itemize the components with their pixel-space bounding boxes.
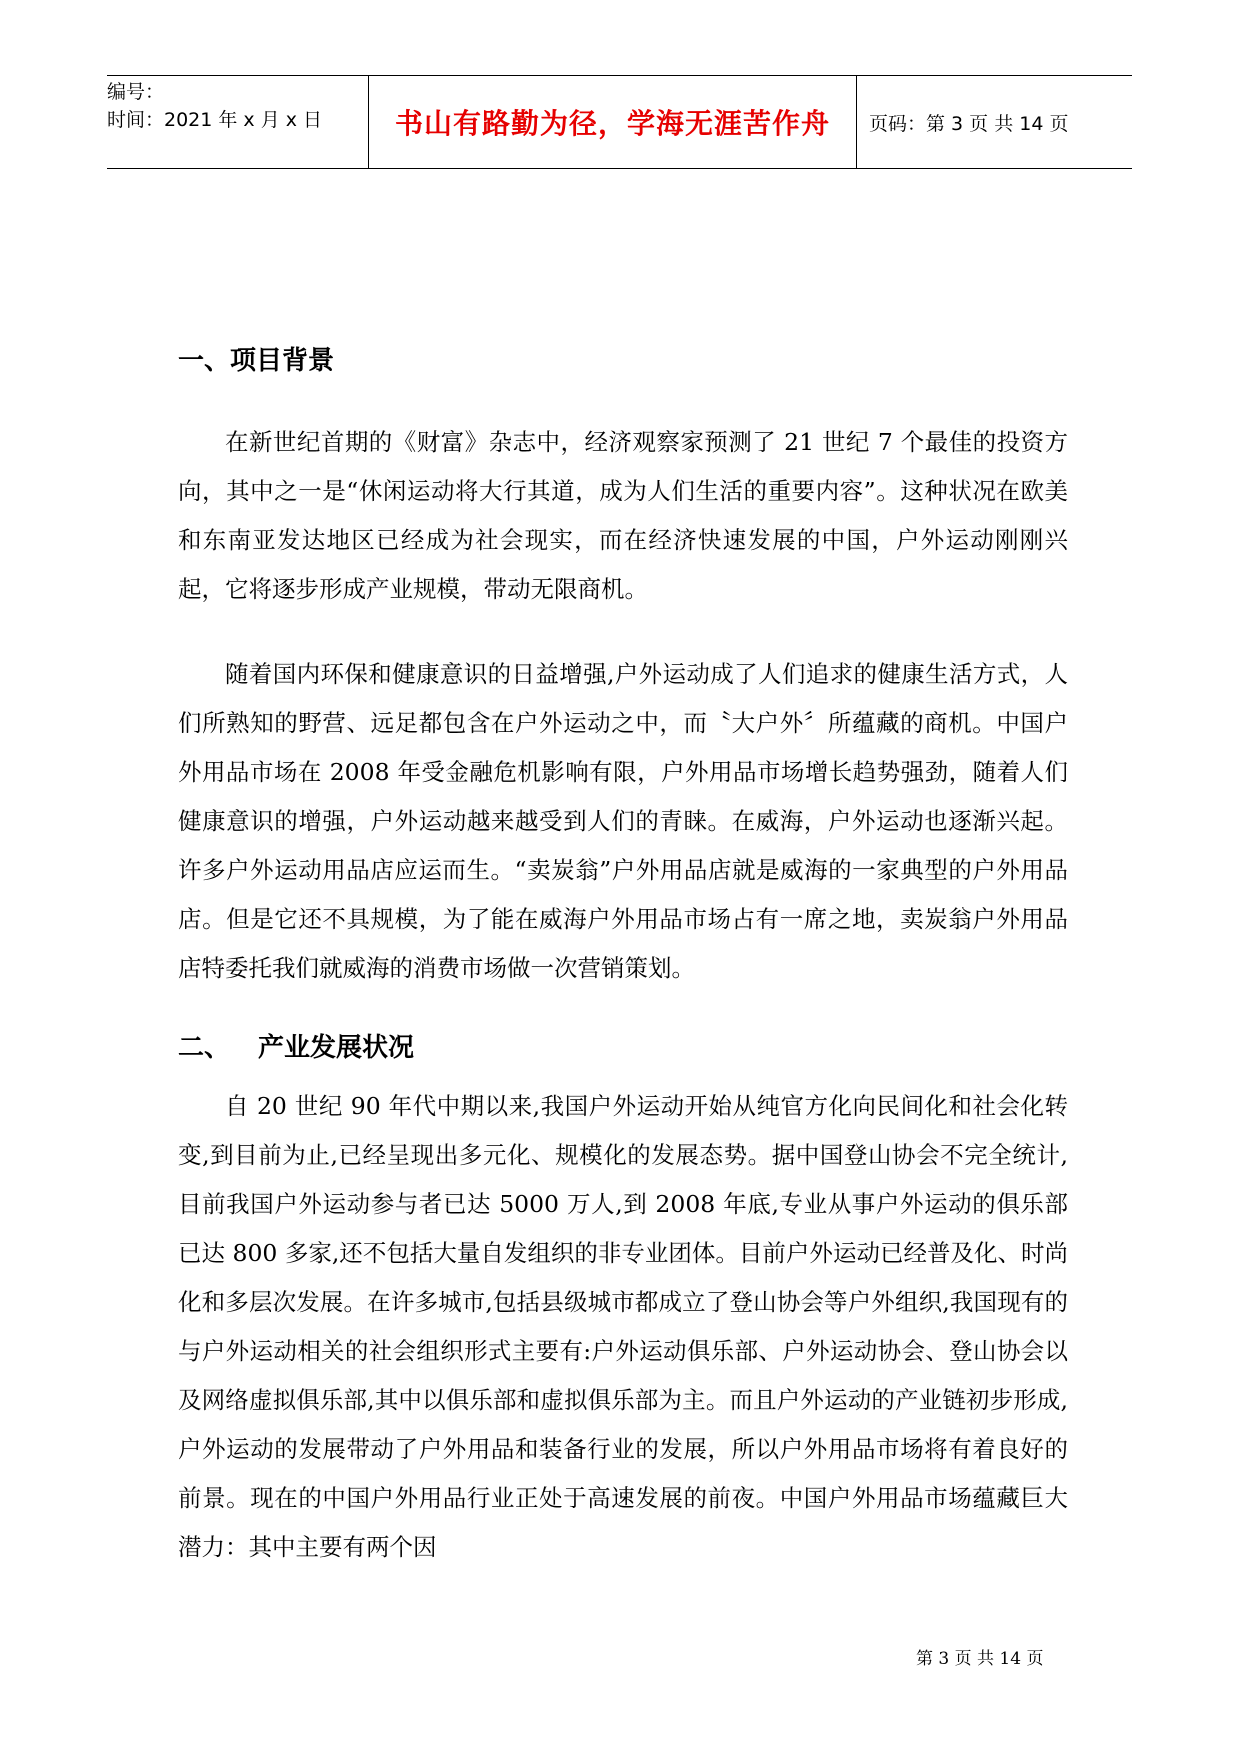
paragraph: 在新世纪首期的《财富》杂志中，经济观察家预测了 21 世纪 7 个最佳的投资方向，其中之一是“休闲运动将大行其道，成为人们生活的重要内容”。这种状况在欧美和东南亚发达地区已经成为社会现实，而在经济快速发展的中国，户外运动刚刚兴起，它将逐步形成产业规模，带动无限商机。: [178, 428, 1068, 603]
header-motto-cell: [369, 76, 857, 168]
header-page-label: 页码：第 3 页 共 14 页: [869, 112, 1069, 135]
section-number: 二、: [178, 1033, 231, 1063]
section-heading-industry: [178, 1027, 414, 1064]
header-page-cell: [857, 76, 1132, 168]
page-footer: 第 3 页 共 14 页: [916, 1649, 1044, 1669]
document-header: [107, 75, 1132, 169]
section-title: 产业发展状况: [258, 1033, 415, 1063]
section-title: 项目背景: [230, 346, 335, 376]
paragraph: 自 20 世纪 90 年代中期以来,我国户外运动开始从纯官方化向民间化和社会化转变,到目前为止,已经呈现出多元化、规模化的发展态势。据中国登山协会不完全统计,目前我国户外运动参与者已达 5000 万人,到 2008 年底,专业从事户外运动的俱乐部已达 800 多家,还不包括大量自发组织的非专业团体。目前户外运动已经普及化、时尚化和多层次发展。在许多城市,包括县级城市都成立了登山协会等户外组织,我国现有的与户外运动相关的社会组织形式主要有:户外运动俱乐部、户外运动协会、登山协会以及网络虚拟俱乐部,其中以俱乐部和虚拟俱乐部为主。而且户外运动的产业链初步形成,户外运动的发展带动了户外用品和装备行业的发展，所以户外用品市场将有着良好的前景。现在的中国户外用品行业正处于高速发展的前夜。中国户外用品市场蕴藏巨大潜力：其中主要有两个因: [178, 1092, 1068, 1561]
document-code-label: 编号：: [107, 81, 165, 103]
document-date-label: 时间：2021 年 x 月 x 日: [107, 109, 323, 131]
section-heading-background: [178, 340, 334, 377]
section-number: 一、: [178, 346, 231, 376]
header-meta-cell: [107, 76, 369, 168]
header-motto: 书山有路勤为径，学海无涯苦作舟: [394, 107, 830, 140]
paragraph: 随着国内环保和健康意识的日益增强,户外运动成了人们追求的健康生活方式，人们所熟知的野营、远足都包含在户外运动之中，而〝大户外〞所蕴藏的商机。中国户外用品市场在 2008 年受金融危机影响有限，户外用品市场增长趋势强劲，随着人们健康意识的增强，户外运动越来越受到人们的青睐。在威海，户外运动也逐渐兴起。许多户外运动用品店应运而生。“卖炭翁”户外用品店就是威海的一家典型的户外用品店。但是它还不具规模，为了能在威海户外用品市场占有一席之地，卖炭翁户外用品店特委托我们就威海的消费市场做一次营销策划。: [178, 660, 1068, 982]
